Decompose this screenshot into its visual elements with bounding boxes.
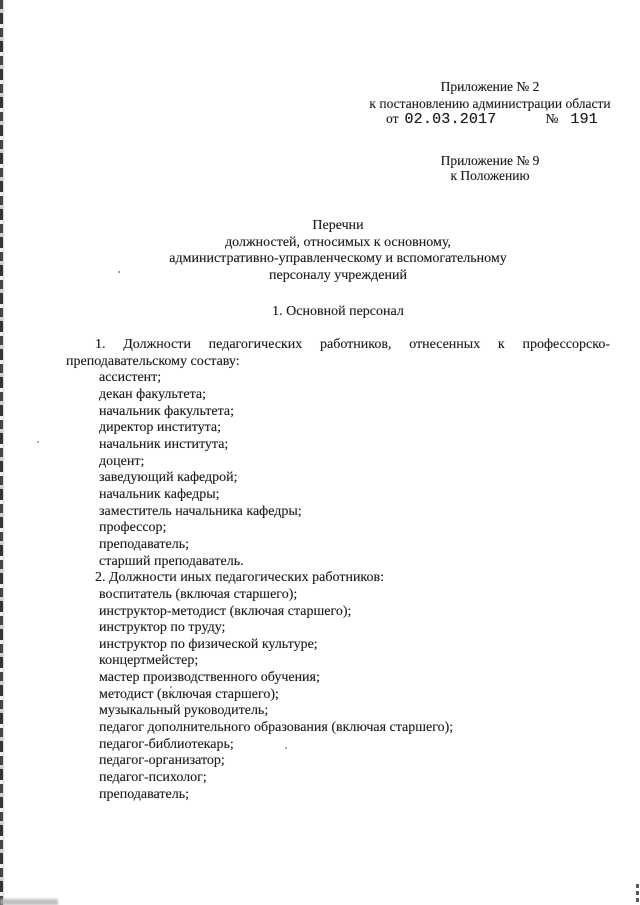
appendix-secondary-line1: Приложение № 9 [440, 153, 540, 168]
list-item: старший преподаватель. [99, 553, 244, 569]
list-item: преподаватель; [99, 536, 190, 552]
list-item: доцент; [99, 453, 145, 469]
paragraph-1-line-1: 1. Должности педагогических работников, отнесенных к профессорско- [95, 337, 610, 352]
appendix-ref-line2: к постановлению администрации области [369, 95, 611, 111]
decree-date-value: 02.03.2017 [404, 111, 497, 128]
list-item: педагог-психолог; [99, 770, 207, 786]
decree-number-sign: № [545, 111, 559, 126]
list-item: мастер производственного обучения; [99, 670, 320, 686]
list-item: инструктор по труду; [99, 620, 226, 636]
list-item: ассистент; [99, 370, 162, 386]
paragraph-2: 2. Должности иных педагогических работников: [95, 570, 385, 586]
list-item: начальник факультета; [99, 403, 235, 419]
document-body [66, 337, 610, 803]
appendix-ref-line1: Приложение № 2 [440, 79, 540, 94]
scan-artifact-right-edge [636, 884, 639, 905]
list-item: профессор; [99, 520, 167, 536]
title-line: Перечни [312, 218, 364, 233]
list-item: декан факультета; [99, 386, 206, 402]
list-item: педагог-организатор; [99, 753, 225, 769]
scan-artifact-left-edge [0, 0, 3, 905]
list-item: заместитель начальника кафедры; [99, 503, 302, 519]
appendix-reference-block [366, 79, 614, 129]
list-item: начальник кафедры; [99, 486, 220, 502]
scan-speck [37, 441, 39, 443]
appendix-secondary-block [366, 153, 614, 183]
list-item: музыкальный руководитель; [99, 703, 269, 719]
list-item: инструктор-методист (включая старшего); [99, 603, 352, 619]
section-heading: 1. Основной персонал [272, 304, 404, 319]
list-item: преподаватель; [99, 786, 190, 802]
decree-date-line [366, 111, 614, 129]
list-item: директор института; [99, 420, 222, 436]
list-item: концертмейстер; [99, 653, 199, 669]
decree-number-value: 191 [570, 111, 598, 128]
list-item: заведующий кафедрой; [99, 470, 238, 486]
paragraph-1-line-2: преподавательскому составу: [66, 353, 240, 369]
title-line: должностей, относимых к основному, [225, 234, 451, 250]
list-item: методист (включая старшего); [99, 686, 279, 702]
title-line: административно-управленческому и вспомогательному [169, 251, 507, 267]
list-item: начальник института; [99, 436, 229, 452]
decree-date-prefix: от [386, 111, 399, 126]
list-item: педагог-библиотекарь; [99, 736, 234, 752]
scan-artifact-bottom-smudge [0, 899, 58, 905]
list-item: педагог дополнительного образования (включая старшего); [99, 720, 454, 736]
document-title [66, 218, 610, 284]
list-item: инструктор по физической культуре; [99, 636, 318, 652]
title-line: персоналу учреждений [269, 267, 407, 283]
appendix-secondary-line2: к Положению [450, 168, 530, 183]
list-item: воспитатель (включая старшего); [99, 586, 298, 602]
